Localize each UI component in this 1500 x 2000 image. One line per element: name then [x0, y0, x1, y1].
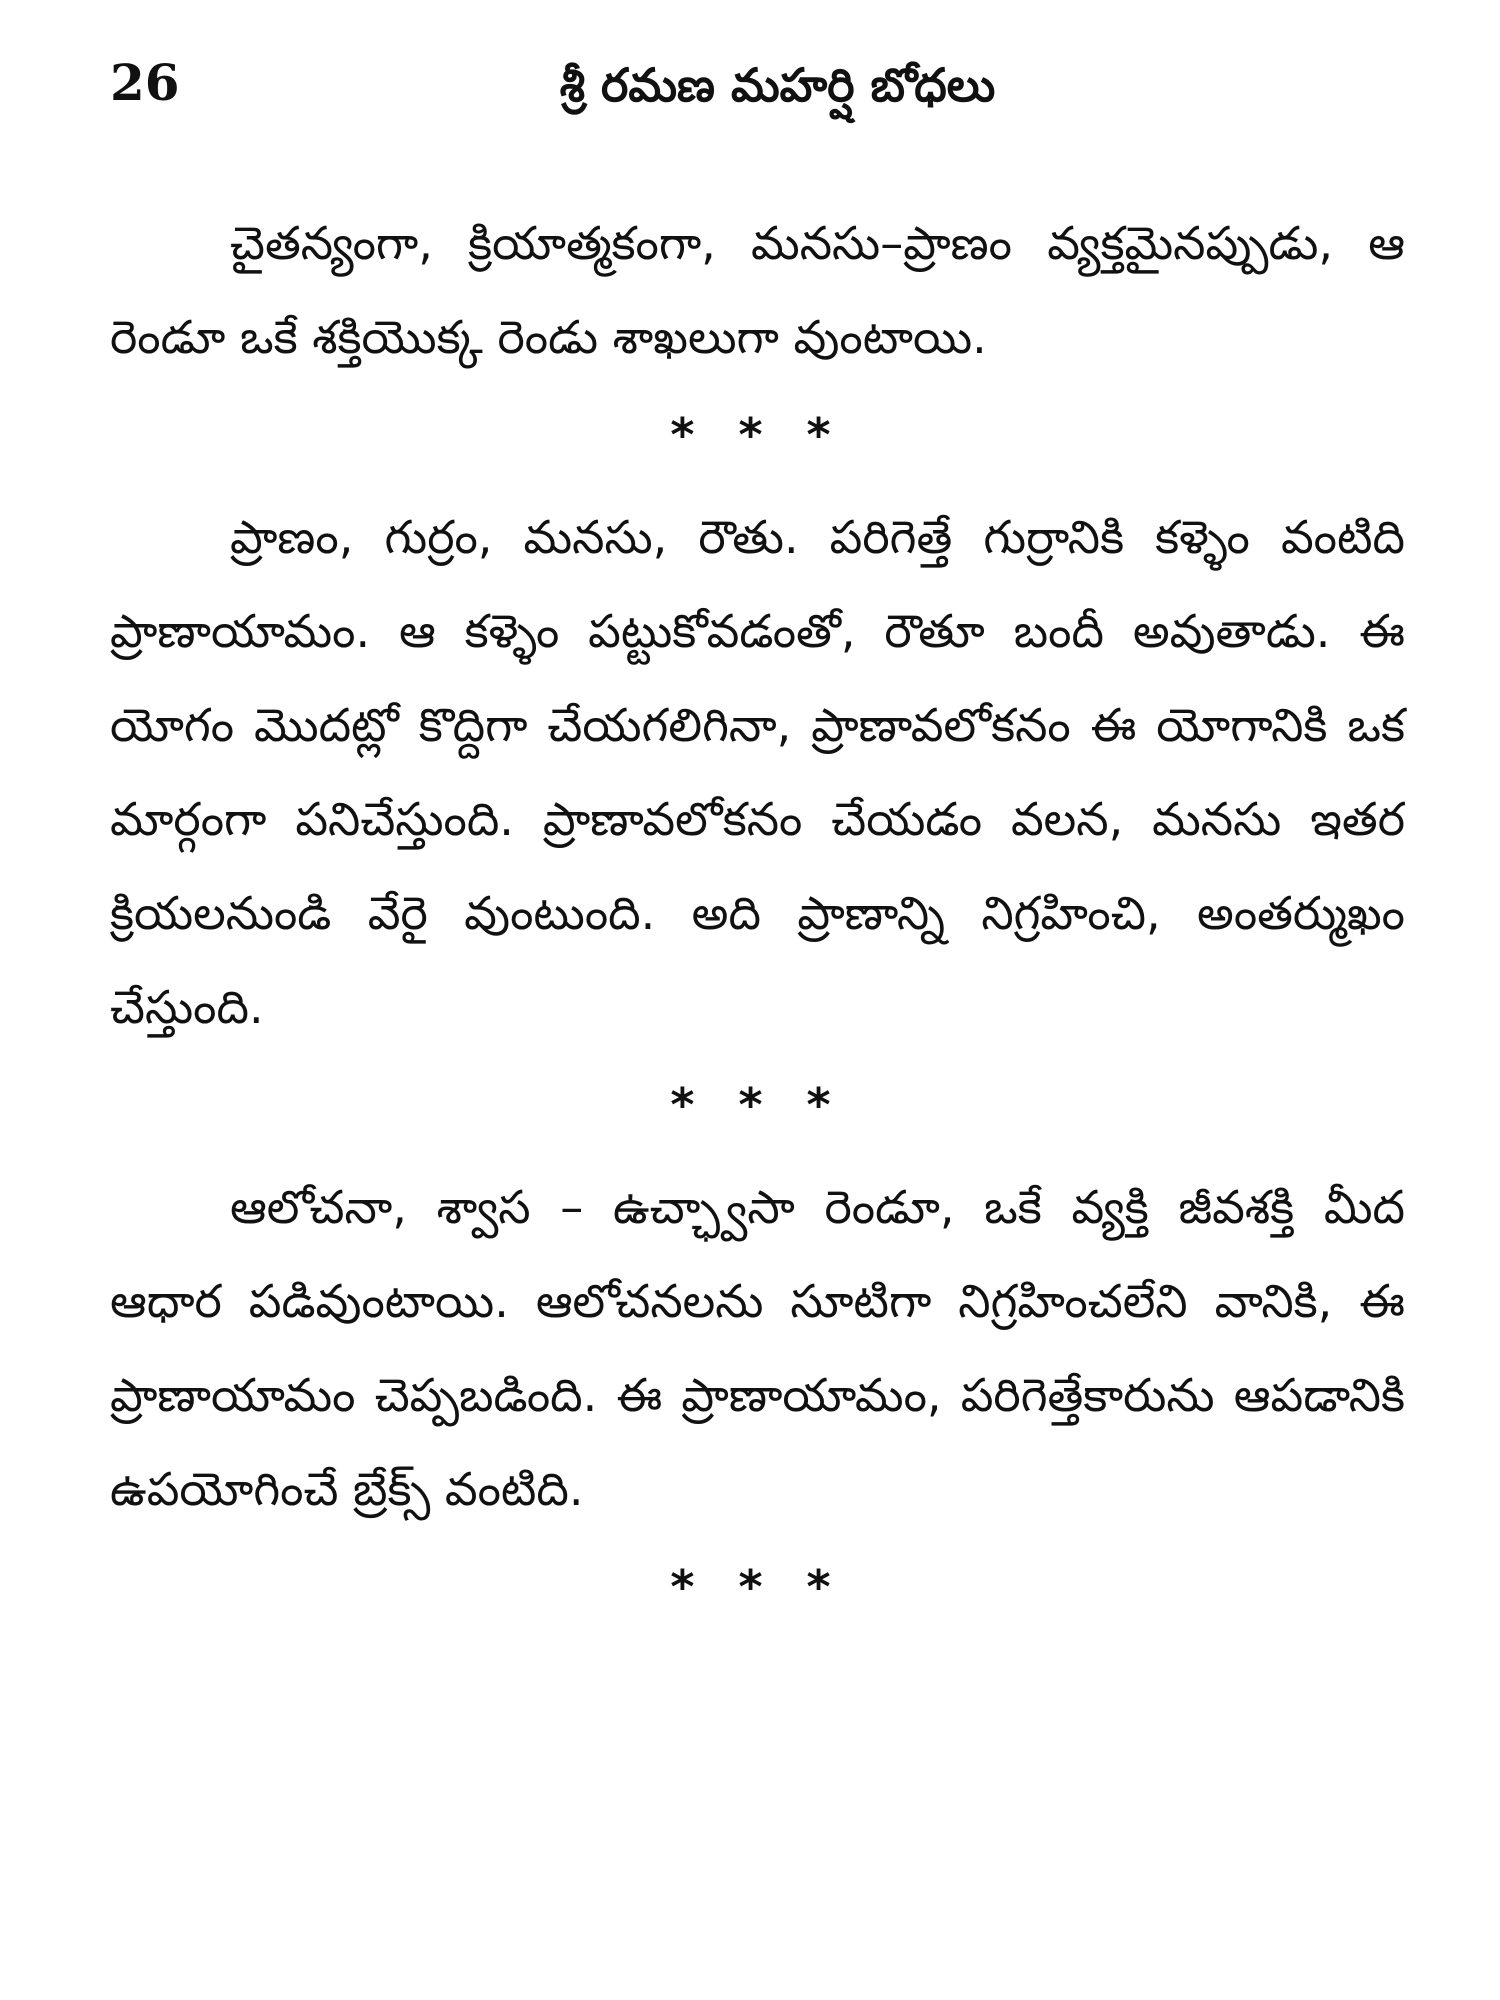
- section-separator-2: * * *: [670, 1078, 845, 1132]
- paragraph-2: ప్రాణం, గుర్రం, మనసు, రౌతు. పరిగెత్తే గుర్రానికి కళ్ళెం వంటిది ప్రాణాయామం. ఆ కళ్ళెం పట్టుకోవడంతో, రౌతూ బందీ అవుతాడు. ఈ యోగం మొదట్లో కొద్దిగా చేయగలిగినా, ప్రాణావలోకనం ఈ యోగానికి ఒక మార్గంగా పనిచేస్తుంది. ప్రాణావలోకనం చేయడం వలన, మనసు ఇతర క్రియలనుండి వేరై వుంటుంది. అది ప్రాణాన్ని నిగ్రహించి, అంతర్ముఖం చేస్తుంది.: [110, 510, 1405, 1034]
- page-header: [110, 40, 1405, 160]
- page-number: 26: [110, 53, 180, 112]
- paragraph-1: చైతన్యంగా, క్రియాత్మకంగా, మనసు–ప్రాణం వ్యక్తమైనప్పుడు, ఆ రెండూ ఒకే శక్తియొక్క రెండు శాఖలుగా వుంటాయి.: [110, 216, 1405, 364]
- running-title: శ్రీ రమణ మహర్షి బోధలు: [559, 58, 996, 112]
- section-separator-3: * * *: [670, 1560, 845, 1614]
- page-body: [110, 196, 1405, 1642]
- paragraph-3: ఆలోచనా, శ్వాస – ఉచ్ఛ్వాసా రెండూ, ఒకే వ్యక్తి జీవశక్తి మీద ఆధార పడివుంటాయి. ఆలోచనలను సూటిగా నిగ్రహించలేని వానికి, ఈ ప్రాణాయామం చెప్పబడింది. ఈ ప్రాణాయామం, పరిగెత్తేకారును ఆపడానికి ఉపయోగించే బ్రేక్స్ వంటిది.: [110, 1180, 1405, 1516]
- section-separator-1: * * *: [670, 408, 845, 462]
